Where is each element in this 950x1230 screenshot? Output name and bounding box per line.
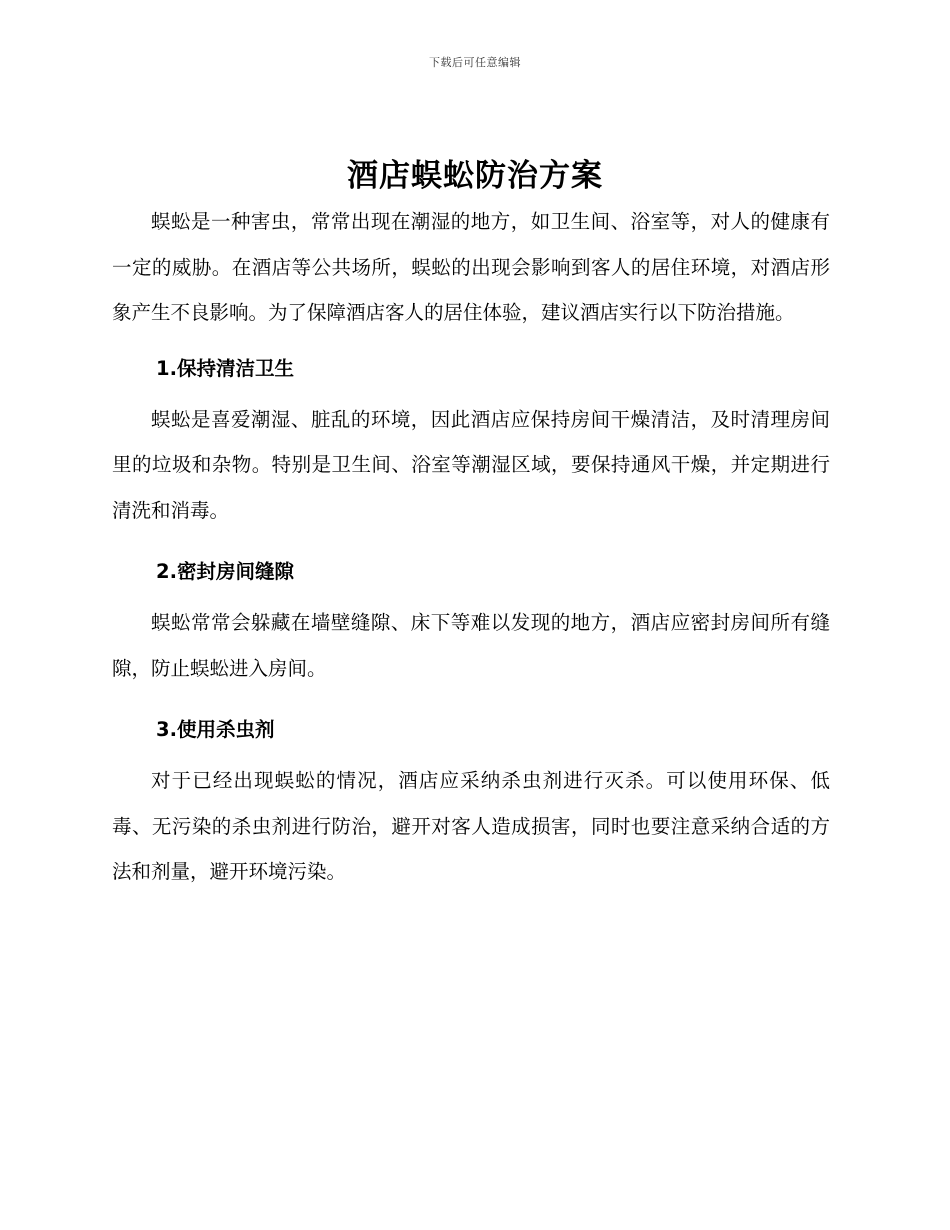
section-heading-insecticide: 3.使用杀虫剂 [156,718,275,741]
section-body-cleanliness: 蜈蚣是喜爱潮湿、脏乱的环境，因此酒店应保持房间干燥清洁，及时清理房间里的垃圾和杂物。特别是卫生间、浴室等潮湿区域，要保持通风干燥，并定期进行清洗和消毒。 [112,407,830,522]
header-note: 下载后可任意编辑 [429,56,521,69]
section-body-insecticide: 对于已经出现蜈蚣的情况，酒店应采纳杀虫剂进行灭杀。可以使用环保、低毒、无污染的杀虫剂进行防治，避开对客人造成损害，同时也要注意采纳合适的方法和剂量，避开环境污染。 [112,769,830,883]
document-title: 酒店蜈蚣防治方案 [347,158,603,194]
document-body [112,199,830,895]
section-heading-cleanliness: 1.保持清洁卫生 [156,356,294,380]
section-heading-seal-gaps: 2.密封房间缝隙 [156,560,294,583]
intro-paragraph: 蜈蚣是一种害虫，常常出现在潮湿的地方，如卫生间、浴室等，对人的健康有一定的威胁。在酒店等公共场所，蜈蚣的出现会影响到客人的居住环境，对酒店形象产生不良影响。为了保障酒店客人的居住体验，建议酒店实行以下防治措施。 [112,210,830,324]
section-body-seal-gaps: 蜈蚣常常会躲藏在墙壁缝隙、床下等难以发现的地方，酒店应密封房间所有缝隙，防止蜈蚣进入房间。 [112,611,830,680]
